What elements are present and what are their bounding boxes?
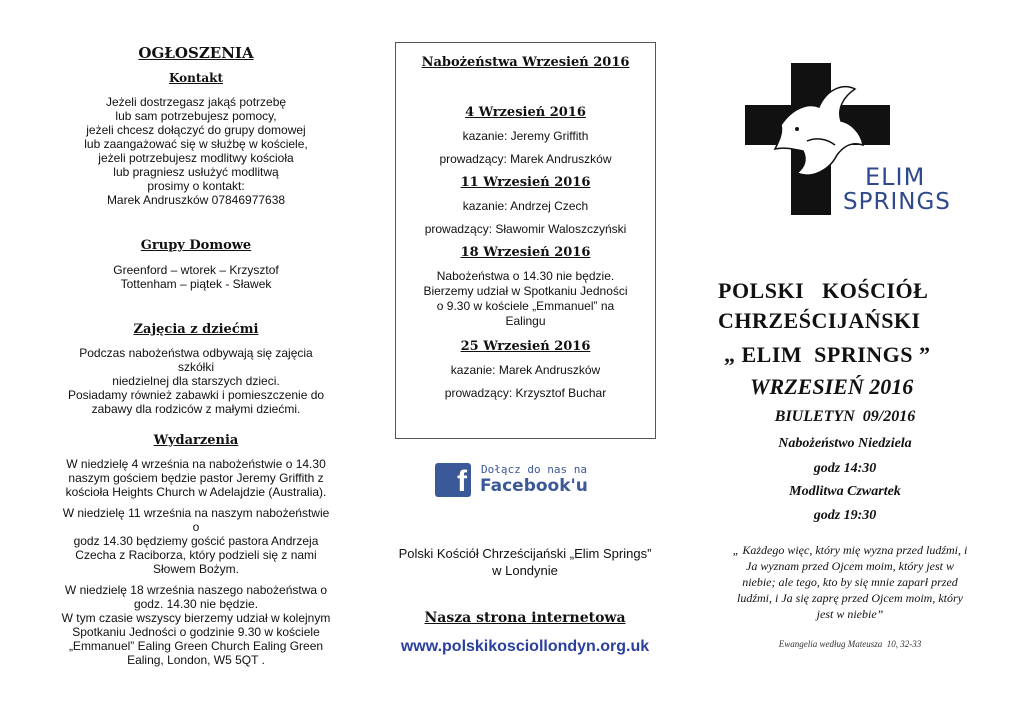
cover-month: WRZESIEŃ 2016 [750,374,914,399]
cover-title-line1: POLSKI KOŚCIÓŁ [718,278,929,303]
logo-word-elim: ELIM [865,163,926,191]
contact-line: lub sam potrzebujesz pomocy, [115,109,277,123]
kids-line: Posiadamy również zabawki i pomieszczenie do [67,388,325,402]
quote-line: niebie; ale tego, kto by się mnie zaparł przed [742,575,958,589]
schedule-preacher-4: kazanie: Marek Andruszków [450,363,601,377]
event-line: godz 14.30 będziemy gościć pastora Andrzeja [73,534,319,548]
contact-phone: Marek Andruszków 07846977638 [106,193,286,207]
event-line: W tym czasie wszyscy bierzemy udział w kolejnym [61,611,331,625]
contact-line: prosimy o kontakt: [147,179,245,193]
schedule-preacher-2: kazanie: Andrzej Czech [462,199,589,213]
event-line: Czecha z Raciborza, który podzieli się z nami [75,548,317,562]
event-line: „Emmanuel” Ealing Green Church Ealing Green [68,639,324,653]
thursday-time: godz 19:30 [813,508,877,523]
church-name-line: Polski Kościół Chrześcijański „Elim Springs” [398,546,652,561]
contact-line: jeżeli chcesz dołączyć do grupy domowej [86,123,306,137]
contact-line: lub pragniesz usłużyć modlitwą [113,165,279,179]
website-link[interactable]: www.polskikosciollondyn.org.uk [400,638,650,655]
schedule-preacher-1: kazanie: Jeremy Griffith [462,129,589,143]
church-footer [352,545,698,579]
contact-line: Jeżeli dostrzegasz jakąś potrzebę [105,95,287,109]
kids-line: niedzielnej dla starszych dzieci. [112,374,280,388]
event-line: kościoła Heights Church w Adelajdzie (Australia). [65,485,327,499]
group-line: Greenford – wtorek – Krzysztof [113,263,279,277]
website-heading: Nasza strona internetowa [424,610,626,626]
schedule-note-3 [396,269,655,329]
kids-line: Podczas nabożeństwa odbywają się zajęcia szkółki [79,346,313,374]
event-line: Spotkaniu Jedności o godzinie 9.30 w kościele [72,625,320,639]
schedule-date-3: 18 Wrzesień 2016 [460,245,591,260]
facebook-line2: Facebook'u [480,476,588,496]
bulletin-number: BIULETYN 09/2016 [774,408,916,425]
schedule-leader-1: prowadzący: Marek Andruszków [439,152,612,166]
schedule-leader-4: prowadzący: Krzysztof Buchar [444,386,607,400]
note-line: Bierzemy udział w Spotkaniu Jedności [423,284,628,298]
church-city-line: w Londynie [492,563,558,578]
kids-line: zabawy dla rodziców z małymi dziećmi. [91,402,301,416]
kids-heading: Zajęcia z dziećmi [133,322,259,337]
elim-springs-logo [745,63,965,215]
contact-text [60,95,332,207]
contact-line: jeżeli potrzebujesz modlitwy kościoła [98,151,294,165]
home-groups-text [60,263,332,291]
contact-line: lub zaangażować się w służbę w kościele, [84,137,308,151]
facebook-icon: f [435,463,471,497]
event-line: W niedzielę 4 września na nabożeństwie o 14.30 [66,457,326,471]
quote-source: Ewangelia według Mateusza 10, 32-33 [778,639,922,649]
event-line: W niedzielę 11 września na naszym nabożeństwie o [62,506,330,534]
contact-heading: Kontakt [168,71,224,85]
quote-line: ludźmi, i Ja się zaprę przed Ojcem moim, który [737,591,963,605]
thursday-prayer: Modlitwa Czwartek [789,484,901,499]
schedule-title: Nabożeństwa Wrzesień 2016 [421,55,630,70]
note-line: Nabożeństwa o 14.30 nie będzie. [436,269,615,283]
cover-title-line3: „ ELIM SPRINGS ” [724,342,931,367]
sunday-time: godz 14:30 [813,461,877,476]
event-line: godz. 14.30 nie będzie. [133,597,259,611]
announcements-title: OGŁOSZENIA [138,44,254,62]
event-line: naszym gościem będzie pastor Jeremy Griffith z [68,471,324,485]
schedule-date-2: 11 Wrzesień 2016 [460,175,591,190]
bible-quote [700,542,1000,622]
event-line: Słowem Bożym. [152,562,240,576]
home-groups-heading: Grupy Domowe [140,238,252,253]
note-line: o 9.30 w kościele „Emmanuel” na [436,299,615,313]
schedule-date-1: 4 Wrzesień 2016 [465,105,586,120]
schedule-date-4: 25 Wrzesień 2016 [460,339,591,354]
facebook-line1: Dołącz do nas na [481,463,587,476]
event-line: W niedzielę 18 września naszego nabożeństwa o [64,583,328,597]
facebook-banner[interactable] [435,463,610,499]
logo-word-springs: SPRINGS [843,189,951,215]
event-line: Ealing, London, W5 5QT . [127,653,265,667]
group-line: Tottenham – piątek - Sławek [120,277,272,291]
cover-title-line2: CHRZEŚCIJAŃSKI [718,308,921,333]
events-text [60,457,332,667]
schedule-box [395,42,656,439]
sunday-service: Nabożeństwo Niedziela [778,436,912,451]
quote-line: „ Każdego więc, który mię wyzna przed ludźmi, i [732,543,968,557]
quote-line: Ja wyznam przed Ojcem moim, który jest w [746,559,954,573]
note-line: Ealingu [505,314,546,328]
quote-line: jest w niebie” [816,607,884,621]
kids-text [60,346,332,416]
events-heading: Wydarzenia [153,433,239,448]
schedule-leader-2: prowadzący: Sławomir Waloszczyński [424,222,627,236]
